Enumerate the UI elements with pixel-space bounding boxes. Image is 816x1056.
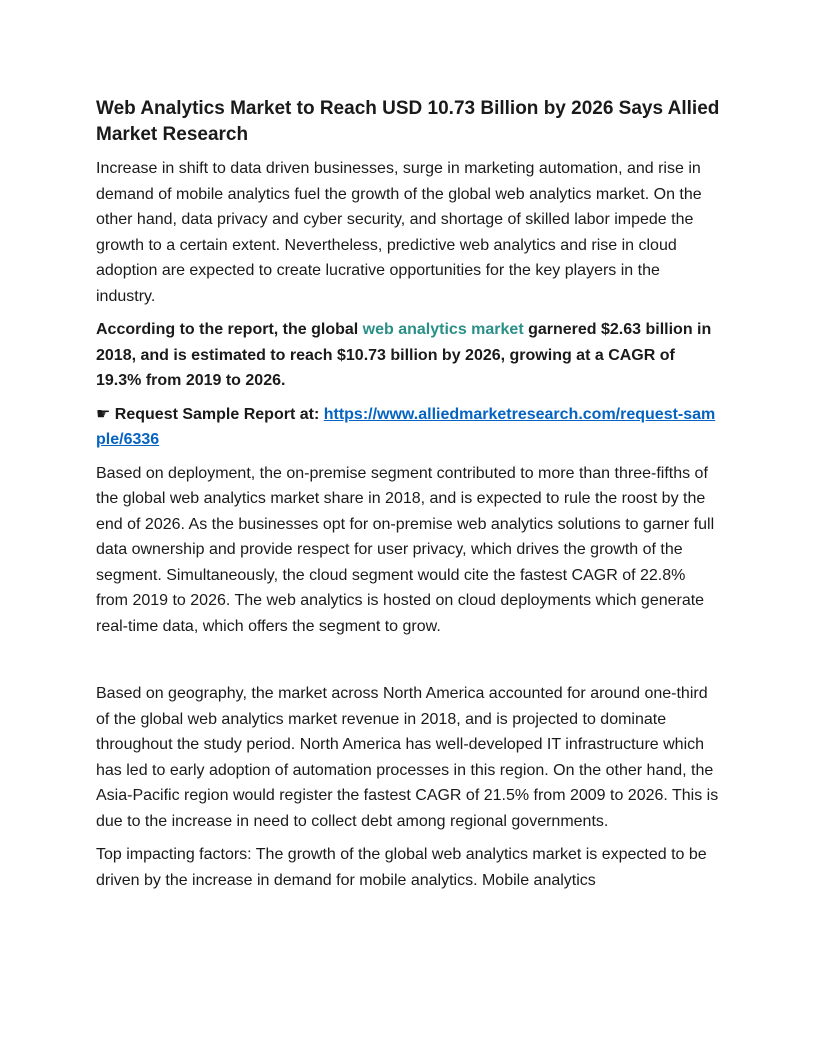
- report-paragraph: [96, 317, 720, 394]
- intro-paragraph: Increase in shift to data driven businesses, surge in marketing automation, and rise in demand of mobile analytics fuel the growth of the global web analytics market. On the other hand, data privacy and cyber security, and shortage of skilled labor impede the growth to a certain extent. Nevertheless, predictive web analytics and rise in cloud adoption are expected to create lucrative opportunities for the key players in the industry.: [96, 160, 702, 305]
- document-page: [96, 96, 720, 901]
- blank-line: [96, 647, 720, 681]
- request-sample-link[interactable]: https://www.alliedmarketresearch.com/request-sample/6336: [96, 405, 716, 448]
- geography-paragraph: Based on geography, the market across North America accounted for around one-third of the global web analytics market revenue in 2018, and is projected to dominate throughout the study period. North America has well-developed IT infrastructure which has led to early adoption of automation processes in this region. On the other hand, the Asia-Pacific region would register the fastest CAGR of 21.5% from 2009 to 2026. This is due to the increase in need to collect debt among regional governments.: [96, 685, 719, 830]
- article-title: Web Analytics Market to Reach USD 10.73 Billion by 2026 Says Allied Market Research: [96, 98, 720, 145]
- deployment-paragraph: Based on deployment, the on-premise segment contributed to more than three-fifths of the global web analytics market share in 2018, and is expected to rule the roost by the end of 2026. As the businesses opt for on-premise web analytics solutions to garner full data ownership and provide respect for user privacy, which drives the growth of the segment. Simultaneously, the cloud segment would cite the fastest CAGR of 22.8% from 2019 to 2026. The web analytics is hosted on cloud deployments which generate real-time data, which offers the segment to grow.: [96, 464, 715, 635]
- report-text-post: garnered $2.63 billion in 2018, and is estimated to reach $10.73 billion by 2026, growing at a CAGR of 19.3% from 2019 to 2026.: [96, 321, 712, 389]
- request-sample-line: [96, 402, 720, 453]
- report-text-pre: According to the report, the global: [96, 321, 363, 338]
- request-sample-label: ☛ Request Sample Report at:: [96, 405, 324, 423]
- market-link[interactable]: web analytics market: [362, 321, 524, 338]
- factors-paragraph: Top impacting factors: The growth of the global web analytics market is expected to be driven by the increase in demand for mobile analytics. Mobile analytics: [96, 846, 707, 889]
